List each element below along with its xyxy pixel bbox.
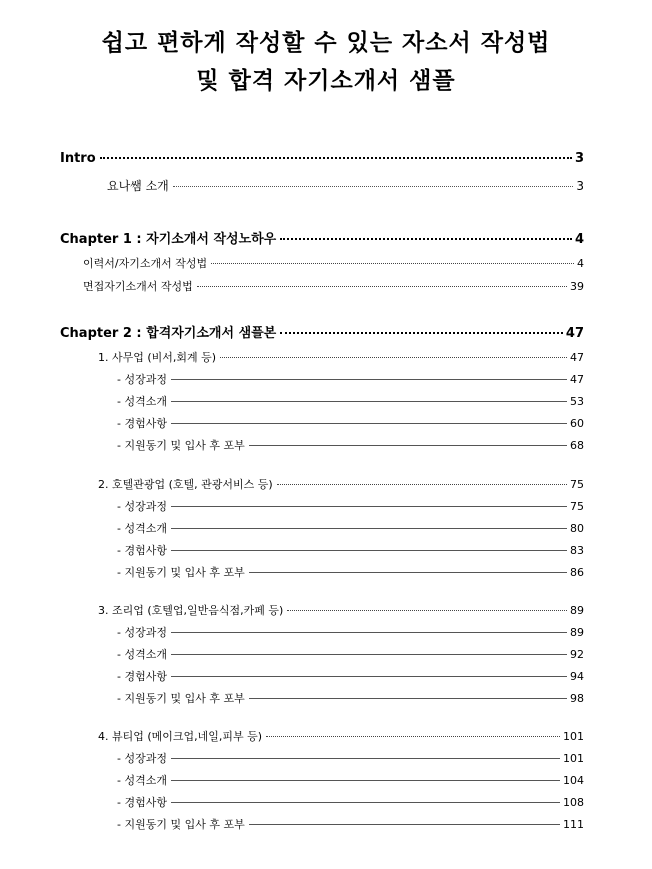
leader-line bbox=[171, 506, 567, 507]
toc-page: 98 bbox=[570, 692, 584, 705]
leader-line bbox=[171, 632, 567, 633]
toc-entry-s1-experience bbox=[117, 415, 584, 431]
leader-dots bbox=[280, 238, 572, 240]
leader-dots bbox=[280, 332, 563, 334]
toc-entry-s3-motivation bbox=[117, 690, 584, 706]
toc-entry-s2-personality bbox=[117, 520, 584, 536]
toc-entry-s1-growth bbox=[117, 371, 584, 387]
toc-label: 4. 뷰티업 (메이크업,네일,피부 등) bbox=[98, 730, 263, 743]
toc-page: 92 bbox=[570, 648, 584, 661]
toc-label: Chapter 1 : 자기소개서 작성노하우 bbox=[60, 232, 277, 247]
toc-entry-s1-motivation bbox=[117, 437, 584, 453]
toc-label: - 성장과정 bbox=[117, 752, 167, 765]
toc-label: - 성격소개 bbox=[117, 522, 167, 535]
toc-label: - 성장과정 bbox=[117, 500, 167, 513]
leader-dots bbox=[100, 157, 572, 159]
toc-entry-s4-personality bbox=[117, 772, 584, 788]
toc-page: 47 bbox=[565, 326, 584, 341]
toc-entry-s3-personality bbox=[117, 646, 584, 662]
toc-entry-section-1 bbox=[98, 349, 584, 365]
leader-dots bbox=[287, 610, 567, 611]
toc-page: 4 bbox=[574, 232, 584, 247]
toc-entry-s4-motivation bbox=[117, 816, 584, 832]
toc-entry-chapter-1 bbox=[60, 228, 584, 247]
toc-entry-section-3 bbox=[98, 602, 584, 618]
toc-page: 75 bbox=[570, 478, 584, 491]
toc-entry-intro-sub bbox=[107, 177, 584, 194]
leader-line bbox=[171, 758, 560, 759]
toc-entry-s2-growth bbox=[117, 498, 584, 514]
toc-entry-s2-motivation bbox=[117, 564, 584, 580]
toc-label: 이력서/자기소개서 작성법 bbox=[83, 257, 208, 270]
toc-entry-section-4 bbox=[98, 728, 584, 744]
leader-line bbox=[171, 423, 567, 424]
toc-page: 101 bbox=[563, 730, 584, 743]
toc-page: 47 bbox=[570, 373, 584, 386]
toc-label: - 지원동기 및 입사 후 포부 bbox=[117, 818, 245, 831]
leader-line bbox=[249, 824, 560, 825]
toc-label: - 지원동기 및 입사 후 포부 bbox=[117, 439, 245, 452]
toc-page: 3 bbox=[576, 179, 584, 193]
toc-entry-chapter-2 bbox=[60, 322, 584, 341]
toc-page: 83 bbox=[570, 544, 584, 557]
toc-label: - 성장과정 bbox=[117, 373, 167, 386]
toc-page: 89 bbox=[570, 604, 584, 617]
toc-entry-s2-experience bbox=[117, 542, 584, 558]
toc-label: - 지원동기 및 입사 후 포부 bbox=[117, 692, 245, 705]
toc-label: - 성장과정 bbox=[117, 626, 167, 639]
toc-label: 3. 조리업 (호텔업,일반음식점,카페 등) bbox=[98, 604, 284, 617]
leader-line bbox=[171, 676, 567, 677]
toc-label: 2. 호텔관광업 (호텔, 관광서비스 등) bbox=[98, 478, 273, 491]
leader-line bbox=[171, 802, 560, 803]
toc-page: 53 bbox=[570, 395, 584, 408]
toc-label: - 성격소개 bbox=[117, 395, 167, 408]
toc-page: 86 bbox=[570, 566, 584, 579]
toc-page: 111 bbox=[563, 818, 584, 831]
toc-page: 80 bbox=[570, 522, 584, 535]
toc-page: 47 bbox=[570, 351, 584, 364]
toc-label: - 성격소개 bbox=[117, 774, 167, 787]
toc-label: Chapter 2 : 합격자기소개서 샘플본 bbox=[60, 326, 277, 341]
toc-entry-ch1-resume bbox=[83, 255, 584, 271]
toc-page: 101 bbox=[563, 752, 584, 765]
leader-line bbox=[249, 698, 567, 699]
toc-page: 75 bbox=[570, 500, 584, 513]
leader-line bbox=[171, 401, 567, 402]
leader-line bbox=[249, 445, 567, 446]
toc-page: 39 bbox=[570, 280, 584, 293]
leader-line bbox=[171, 654, 567, 655]
toc-entry-section-2 bbox=[98, 476, 584, 492]
toc-label: - 지원동기 및 입사 후 포부 bbox=[117, 566, 245, 579]
toc-label: - 경험사항 bbox=[117, 417, 167, 430]
toc-label: 면접자기소개서 작성법 bbox=[83, 280, 193, 293]
toc-entry-intro bbox=[60, 151, 584, 166]
toc-page: 60 bbox=[570, 417, 584, 430]
leader-dots bbox=[220, 357, 567, 358]
toc-page: 104 bbox=[563, 774, 584, 787]
leader-dots bbox=[266, 736, 560, 737]
leader-line bbox=[171, 528, 567, 529]
leader-line bbox=[171, 780, 560, 781]
toc-entry-s3-growth bbox=[117, 624, 584, 640]
leader-dots bbox=[277, 484, 567, 485]
toc-page: 108 bbox=[563, 796, 584, 809]
leader-line bbox=[171, 550, 567, 551]
toc-label: 요나쌤 소개 bbox=[107, 179, 169, 193]
leader-dots bbox=[211, 263, 574, 264]
toc-label: - 경험사항 bbox=[117, 544, 167, 557]
toc-entry-s4-experience bbox=[117, 794, 584, 810]
toc-label: 1. 사무업 (비서,회계 등) bbox=[98, 351, 217, 364]
toc-page: 4 bbox=[577, 257, 584, 270]
toc-page: 94 bbox=[570, 670, 584, 683]
toc-page: 3 bbox=[574, 151, 584, 166]
leader-line bbox=[171, 379, 567, 380]
toc-entry-s1-personality bbox=[117, 393, 584, 409]
toc-entry-s3-experience bbox=[117, 668, 584, 684]
toc-entry-ch1-interview bbox=[83, 278, 584, 294]
document-title-line-2: 및 합격 자기소개서 샘플 bbox=[196, 68, 456, 94]
toc-label: Intro bbox=[60, 151, 96, 166]
toc-page: 89 bbox=[570, 626, 584, 639]
toc-label: - 경험사항 bbox=[117, 796, 167, 809]
toc-entry-s4-growth bbox=[117, 750, 584, 766]
toc-label: - 경험사항 bbox=[117, 670, 167, 683]
toc-label: - 성격소개 bbox=[117, 648, 167, 661]
toc-page: 68 bbox=[570, 439, 584, 452]
leader-dots bbox=[197, 286, 567, 287]
leader-line bbox=[249, 572, 567, 573]
leader-dots bbox=[173, 186, 574, 187]
document-title-line-1: 쉽고 편하게 작성할 수 있는 자소서 작성법 bbox=[101, 30, 551, 56]
